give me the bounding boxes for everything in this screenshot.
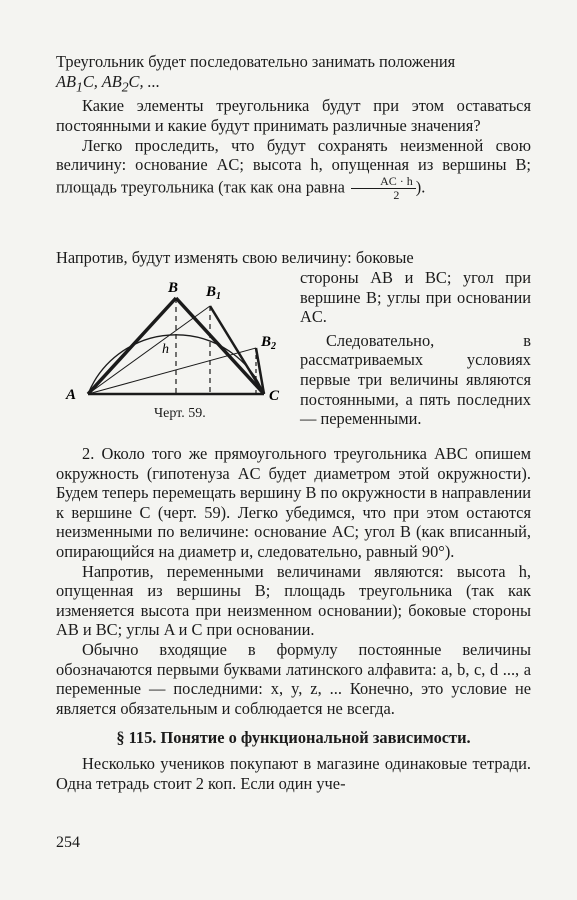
label-b2: $B_2$ <box>261 334 277 352</box>
para-positions: Треугольник будет последовательно занимать положения $AB_1C$, $AB_2C$, ... <box>56 52 456 94</box>
para-conclusion: Следовательно, в рассматриваемых условиях первые три величины являются постоянными, а пять последних — переменными. <box>300 330 531 429</box>
label-b1: $B_1$ <box>206 284 222 302</box>
para-constant: Легко проследить, что будут сохранять неизменной свою величину: основание AC; высота h, опущенная из вершины B; площадь треугольника (так как она равна $\frac{AC \cdot h}{2}$ ). <box>56 135 531 202</box>
section-heading: § 115. Понятие о функциональной зависимости. <box>116 728 471 748</box>
label-b: B <box>168 280 179 296</box>
label-a: A <box>66 387 77 403</box>
label-h: h <box>162 342 169 357</box>
figure-caption: Черт. 59. <box>154 406 206 421</box>
text-bottom <box>56 444 531 793</box>
text-top <box>56 52 531 202</box>
para-variables: Напротив, переменными величинами являются: высота h, опущенная из вершины B; площадь треугольника (так как изменяется высота при неизменном основании); боковые стороны AB и BC; углы A и C при основании. <box>56 561 531 640</box>
side-ab2 <box>88 348 256 394</box>
para-variable-first-line: Напротив, будут изменять свою величину: боковые <box>56 248 414 267</box>
para-variable: стороны AB и BC; угол при вершине B; углы при основании AC. <box>300 268 531 327</box>
para-students: Несколько учеников покупают в магазине одинаковые тетради. Одна тетрадь стоит 2 коп. Если один уче- <box>56 753 531 793</box>
para-circle: 2. Около того же прямоугольного треугольника ABC опишем окружность (гипотенуза AC будет диаметром этой окружности). Будем теперь перемещать вершину B по окружности в направлении к вершине C (черт. 59). Легко убедимся, что при этом остаются неизменными по величине: основание AC; угол B (как вписанный, опирающийся на диаметр и, следовательно, равный 90°). <box>56 444 531 561</box>
wrap-text <box>300 268 531 429</box>
para-notation: Обычно входящие в формулу постоянные величины обозначаются первыми буквами латинского алфавита: a, b, c, d ..., а переменные — последними: x, y, z, ... Конечно, это условие не является обязательным и соблюдается не всегда. <box>56 639 531 718</box>
side-ab1 <box>88 306 210 394</box>
label-c: C <box>269 388 280 404</box>
para-question: Какие элементы треугольника будут при этом оставаться постоянными и какие будут принимать различные значения? <box>56 96 531 136</box>
area-fraction: $\frac{AC \cdot h}{2}$ <box>351 175 416 202</box>
side-bc <box>176 298 264 394</box>
page-number: 254 <box>56 834 80 851</box>
